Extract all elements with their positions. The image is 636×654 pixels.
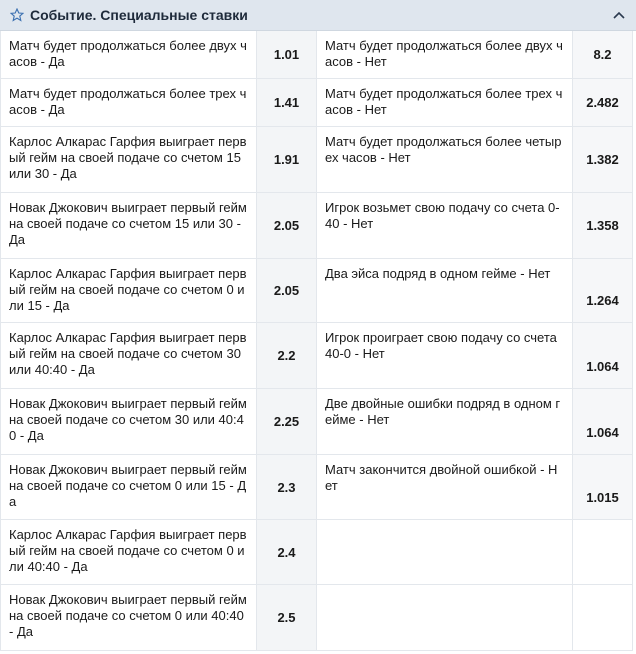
empty-cell	[573, 520, 633, 585]
odds-button-left[interactable]: 1.01	[257, 31, 317, 79]
odds-button-right[interactable]: 1.015	[573, 455, 633, 520]
odds-button-left[interactable]: 2.05	[257, 193, 317, 259]
odds-button-left[interactable]: 1.91	[257, 127, 317, 193]
odds-button-right[interactable]: 1.264	[573, 259, 633, 323]
odds-button-left[interactable]: 2.2	[257, 323, 317, 389]
odds-button-left[interactable]: 2.4	[257, 520, 317, 585]
bet-label-left: Карлос Алкарас Гарфия выиграет первый гейм на своей подаче со счетом 0 или 15 - Да	[1, 259, 257, 323]
odds-button-right[interactable]: 1.358	[573, 193, 633, 259]
chevron-up-icon[interactable]	[612, 8, 626, 22]
odds-button-right[interactable]: 1.064	[573, 323, 633, 389]
bet-label-right: Матч закончится двойной ошибкой - Нет	[317, 455, 573, 520]
bets-grid	[0, 31, 636, 651]
odds-button-left[interactable]: 2.5	[257, 585, 317, 651]
empty-cell	[317, 520, 573, 585]
bet-label-right: Игрок возьмет свою подачу со счета 0-40 - Нет	[317, 193, 573, 259]
empty-cell	[317, 585, 573, 651]
bet-label-right: Две двойные ошибки подряд в одном гейме - Нет	[317, 389, 573, 455]
bet-label-right: Матч будет продолжаться более четырех часов - Нет	[317, 127, 573, 193]
bet-label-left: Новак Джокович выиграет первый гейм на своей подаче со счетом 0 или 15 - Да	[1, 455, 257, 520]
odds-button-left[interactable]: 2.3	[257, 455, 317, 520]
bet-label-left: Карлос Алкарас Гарфия выиграет первый гейм на своей подаче со счетом 15 или 30 - Да	[1, 127, 257, 193]
bet-label-left: Новак Джокович выиграет первый гейм на своей подаче со счетом 15 или 30 - Да	[1, 193, 257, 259]
odds-button-left[interactable]: 2.05	[257, 259, 317, 323]
bet-label-left: Матч будет продолжаться более трех часов - Да	[1, 79, 257, 127]
bet-label-left: Матч будет продолжаться более двух часов - Да	[1, 31, 257, 79]
star-icon[interactable]	[10, 8, 24, 22]
panel-title: Событие. Специальные ставки	[30, 7, 248, 23]
bet-label-left: Новак Джокович выиграет первый гейм на своей подаче со счетом 30 или 40:40 - Да	[1, 389, 257, 455]
odds-button-left[interactable]: 2.25	[257, 389, 317, 455]
bet-label-left: Карлос Алкарас Гарфия выиграет первый гейм на своей подаче со счетом 30 или 40:40 - Да	[1, 323, 257, 389]
bet-label-right: Игрок проиграет свою подачу со счета 40-0 - Нет	[317, 323, 573, 389]
bet-label-left: Карлос Алкарас Гарфия выиграет первый гейм на своей подаче со счетом 0 или 40:40 - Да	[1, 520, 257, 585]
panel-header[interactable]	[0, 0, 636, 31]
odds-button-right[interactable]: 8.2	[573, 31, 633, 79]
odds-button-left[interactable]: 1.41	[257, 79, 317, 127]
odds-button-right[interactable]: 2.482	[573, 79, 633, 127]
odds-button-right[interactable]: 1.064	[573, 389, 633, 455]
bet-label-right: Матч будет продолжаться более трех часов - Нет	[317, 79, 573, 127]
empty-cell	[573, 585, 633, 651]
odds-button-right[interactable]: 1.382	[573, 127, 633, 193]
bet-label-right: Два эйса подряд в одном гейме - Нет	[317, 259, 573, 323]
bet-label-right: Матч будет продолжаться более двух часов - Нет	[317, 31, 573, 79]
bet-label-left: Новак Джокович выиграет первый гейм на своей подаче со счетом 0 или 40:40 - Да	[1, 585, 257, 651]
